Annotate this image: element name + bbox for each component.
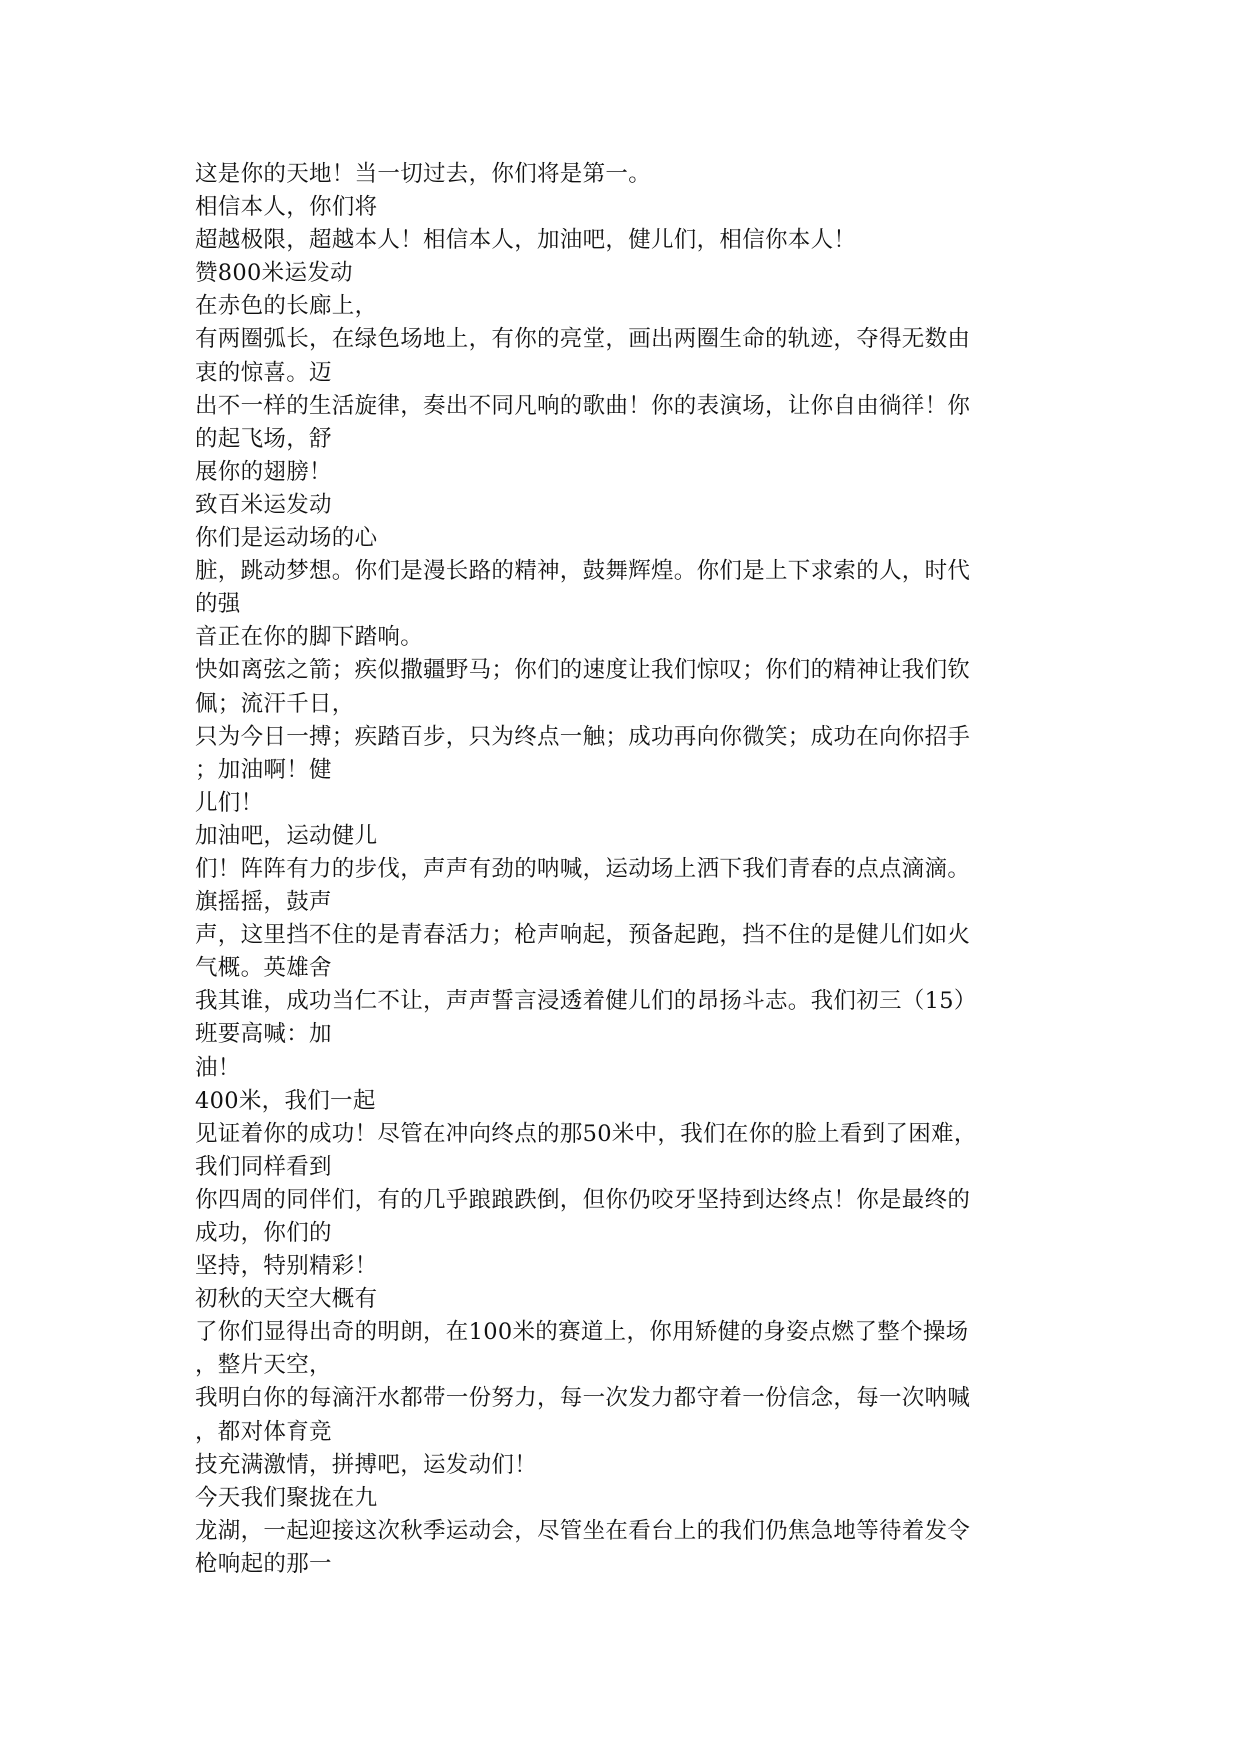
text-line: 衷的惊喜。迈 (195, 359, 332, 386)
text-line: 儿们！ (195, 789, 264, 816)
text-line: 有两圈弧长，在绿色场地上，有你的亮堂，画出两圈生命的轨迹，夺得无数由 (195, 326, 971, 353)
text-line: 今天我们聚拢在九 (195, 1484, 378, 1511)
text-line: 们！阵阵有力的步伐，声声有劲的呐喊，运动场上洒下我们青春的点点滴滴。 (195, 855, 971, 882)
text-line: 枪响起的那一 (195, 1550, 332, 1577)
text-line: 你们是运动场的心 (195, 525, 378, 552)
text-line: 旗摇摇，鼓声 (195, 889, 332, 916)
text-line: 初秋的天空大概有 (195, 1286, 378, 1313)
text-line: 加油吧，运动健儿 (195, 822, 378, 849)
text-line: 只为今日一搏；疾踏百步，只为终点一触；成功再向你微笑；成功在向你招手 (195, 723, 971, 750)
text-line: 展你的翅膀！ (195, 458, 332, 485)
text-line: 音正在你的脚下踏响。 (195, 624, 424, 651)
text-line: 班要高喊：加 (195, 1021, 332, 1048)
document-body (195, 158, 1055, 1581)
text-line: 我明白你的每滴汗水都带一份努力，每一次发力都守着一份信念，每一次呐喊 (195, 1385, 971, 1412)
text-line: 油！ (195, 1054, 241, 1081)
text-line: 超越极限，超越本人！相信本人，加油吧，健儿们，相信你本人！ (195, 227, 857, 254)
text-line: 你四周的同伴们，有的几乎踉踉跌倒，但你仍咬牙坚持到达终点！你是最终的 (195, 1186, 971, 1213)
text-line: 相信本人，你们将 (195, 194, 378, 221)
text-line: ，都对体育竞 (195, 1418, 332, 1445)
text-line: 快如离弦之箭；疾似撒疆野马；你们的速度让我们惊叹；你们的精神让我们钦 (195, 657, 971, 684)
text-line: 在赤色的长廊上， (195, 293, 378, 320)
text-line: 坚持，特别精彩！ (195, 1253, 378, 1280)
text-line: ，整片天空， (195, 1352, 332, 1379)
text-line: 这是你的天地！当一切过去，你们将是第一。 (195, 161, 652, 187)
text-line: 佩；流汗千日， (195, 690, 355, 717)
text-line: 气概。英雄舍 (195, 955, 332, 982)
text-line: 技充满激情，拼搏吧，运发动们！ (195, 1451, 538, 1478)
text-line: 出不一样的生活旋律，奏出不同凡响的歌曲！你的表演场，让你自由徜徉！你 (195, 392, 971, 419)
text-line: 我们同样看到 (195, 1153, 332, 1180)
text-line: 致百米运发动 (195, 491, 332, 518)
text-line: 的强 (195, 591, 241, 618)
text-line: 的起飞场，舒 (195, 425, 332, 452)
text-line: ；加油啊！健 (195, 756, 332, 783)
text-line: 400米，我们一起 (195, 1087, 376, 1114)
text-line: 了你们显得出奇的明朗，在100米的赛道上，你用矫健的身姿点燃了整个操场 (195, 1319, 969, 1346)
text-line: 声，这里挡不住的是青春活力；枪声响起，预备起跑，挡不住的是健儿们如火 (195, 922, 971, 949)
text-line: 我其谁，成功当仁不让，声声誓言浸透着健儿们的昂扬斗志。我们初三（15） (195, 988, 977, 1015)
text-line: 龙湖，一起迎接这次秋季运动会，尽管坐在看台上的我们仍焦急地等待着发令 (195, 1517, 971, 1544)
text-line: 见证着你的成功！尽管在冲向终点的那50米中，我们在你的脸上看到了困难， (195, 1120, 977, 1147)
text-line: 成功，你们的 (195, 1220, 332, 1246)
text-line: 脏，跳动梦想。你们是漫长路的精神，鼓舞辉煌。你们是上下求索的人，时代 (195, 558, 971, 585)
text-line: 赞800米运发动 (195, 260, 353, 287)
